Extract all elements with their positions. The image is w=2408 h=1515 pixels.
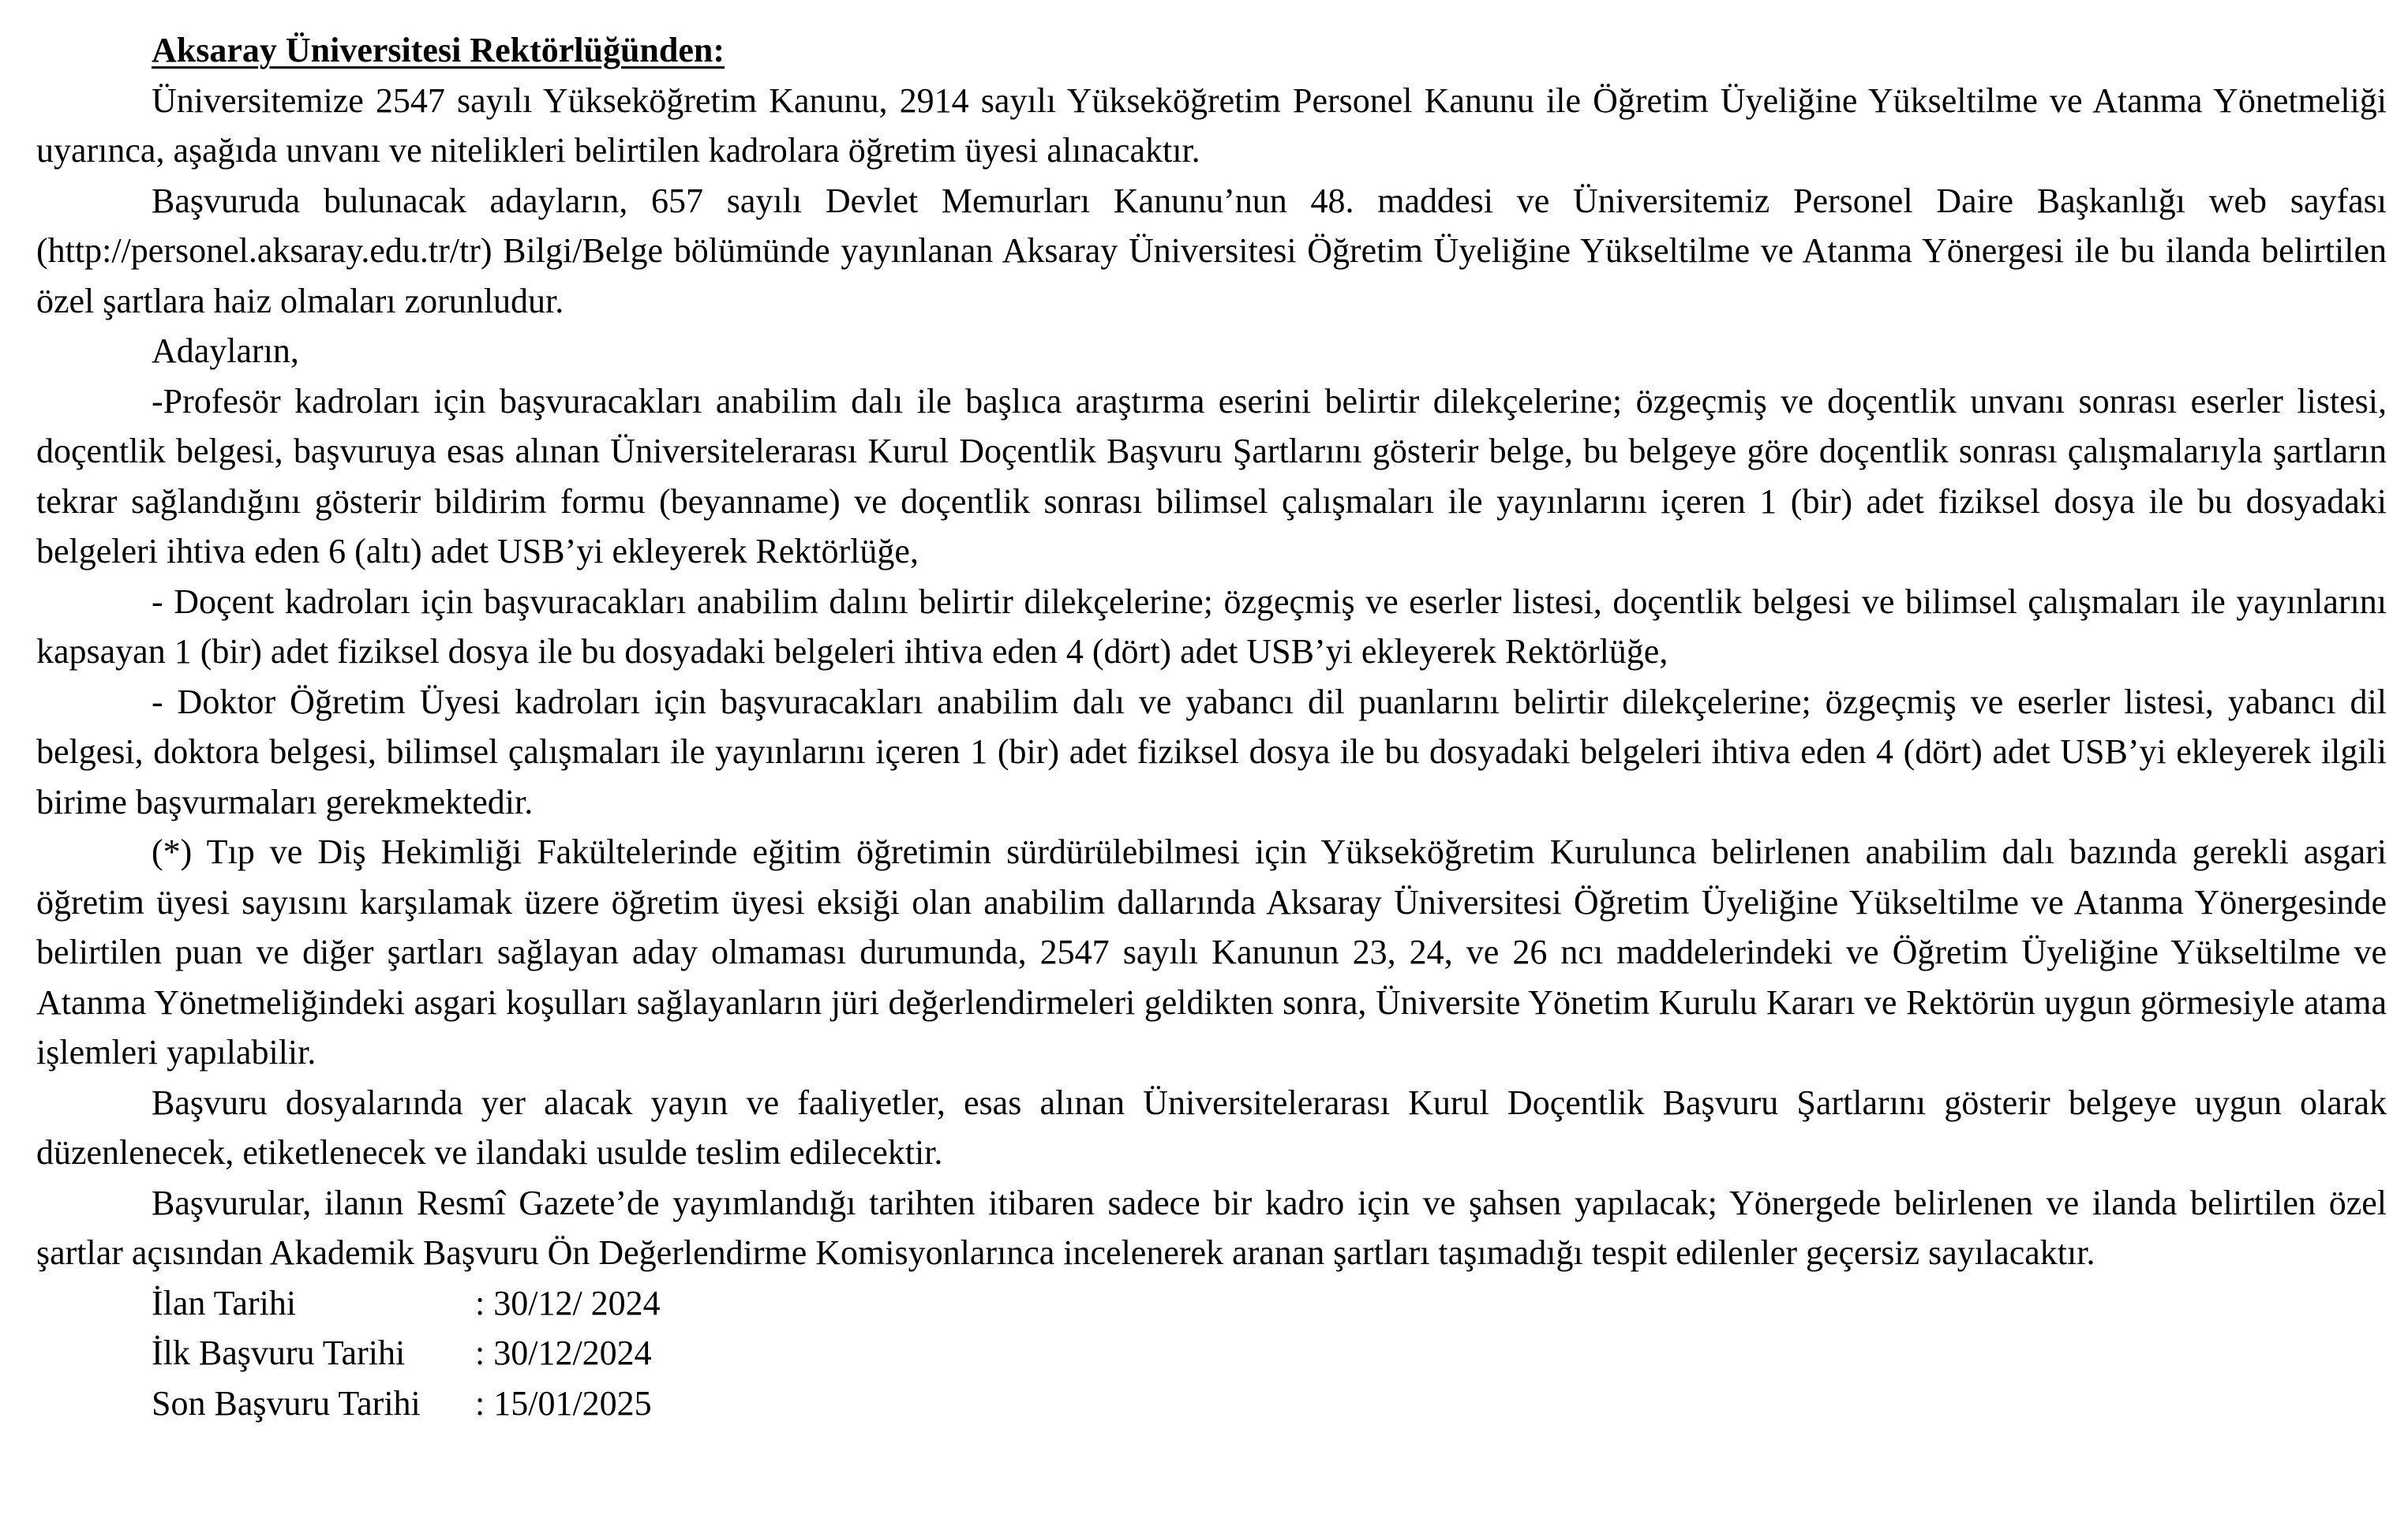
date-row-announcement — [152, 1278, 2387, 1329]
date-value: : 30/12/ 2024 — [475, 1283, 661, 1322]
paragraph-medicine-note: (*) Tıp ve Diş Hekimliği Fakültelerinde eğitim öğretimin sürdürülebilmesi için Yükseköğretim Kurulunca belirlenen anabilim dalı bazında gerekli asgari öğretim üyesi sayısını karşılamak üzere öğretim üyesi eksiği olan anabilim dallarında Aksaray Üniversitesi Öğretim Üyeliğine Yükseltilme ve Atanma Yönergesinde belirtilen puan ve diğer şartları sağlayan aday olmaması durumunda, 2547 sayılı Kanunun 23, 24, ve 26 ncı maddelerindeki ve Öğretim Üyeliğine Yükseltilme ve Atanma Yönetmeliğindeki asgari koşulları sağlayanların jüri değerlendirmeleri geldikten sonra, Üniversite Yönetim Kurulu Kararı ve Rektörün uygun görmesiyle atama işlemleri yapılabilir. — [36, 832, 2387, 1072]
date-value: : 15/01/2025 — [475, 1383, 652, 1423]
paragraph-professor: -Profesör kadroları için başvuracakları anabilim dalı ile başlıca araştırma eserini belirtir dilekçelerine; özgeçmiş ve doçentlik unvanı sonrası eserler listesi, doçentlik belgesi, başvuruya esas alınan Üniversitelerarası Kurul Doçentlik Başvuru Şartlarını gösterir belge, bu belgeye göre doçentlik sonrası çalışmalarıyla şartların tekrar sağlandığını gösterir bildirim formu (beyanname) ve doçentlik sonrası bilimsel çalışmaları ile yayınlarını içeren 1 (bir) adet fiziksel dosya ile bu dosyadaki belgeleri ihtiva eden 6 (altı) adet USB’yi ekleyerek Rektörlüğe, — [36, 381, 2387, 570]
dates-block — [36, 1278, 2387, 1429]
paragraph-intro: Üniversitemize 2547 sayılı Yükseköğretim Kanunu, 2914 sayılı Yükseköğretim Personel Kanunu ile Öğretim Üyeliğine Yükseltilme ve Atanma Yönetmeliği uyarınca, aşağıda unvanı ve nitelikleri belirtilen kadrolara öğretim üyesi alınacaktır. — [36, 80, 2387, 170]
paragraph-application-rules: Başvurular, ilanın Resmî Gazete’de yayımlandığı tarihten itibaren sadece bir kadro için ve şahsen yapılacak; Yönergede belirlenen ve ilanda belirtilen özel şartlar açısından Akademik Başvuru Ön Değerlendirme Komisyonlarınca incelenerek aranan şartları taşımadığı tespit edilenler geçersiz sayılacaktır. — [36, 1183, 2387, 1272]
date-row-first-application — [152, 1328, 2387, 1378]
date-label: İlan Tarihi — [152, 1283, 297, 1322]
date-label: İlk Başvuru Tarihi — [152, 1334, 406, 1372]
announcement-document — [36, 25, 2387, 1428]
paragraph-assistant-professor: - Doktor Öğretim Üyesi kadroları için başvuracakları anabilim dalı ve yabancı dil puanlarını belirtir dilekçelerine; özgeçmiş ve eserler listesi, yabancı dil belgesi, doktora belgesi, bilimsel çalışmaları ile yayınlarını içeren 1 (bir) adet fiziksel dosya ile bu dosyadaki belgeleri ihtiva eden 4 (dört) adet USB’yi ekleyerek ilgili birime başvurmaları gerekmektedir. — [36, 682, 2387, 821]
document-heading: Aksaray Üniversitesi Rektörlüğünden: — [152, 31, 725, 69]
date-label: Son Başvuru Tarihi — [152, 1383, 421, 1423]
paragraph-application-files: Başvuru dosyalarında yer alacak yayın ve faaliyetler, esas alınan Üniversitelerarası Kurul Doçentlik Başvuru Şartlarını gösterir belgeye uygun olarak düzenlenecek, etiketlenecek ve ilandaki usulde teslim edilecektir. — [36, 1083, 2387, 1172]
date-value: : 30/12/2024 — [475, 1334, 652, 1372]
paragraph-candidates: Adayların, — [152, 331, 299, 370]
paragraph-associate-professor: - Doçent kadroları için başvuracakları anabilim dalını belirtir dilekçelerine; özgeçmiş ve eserler listesi, doçentlik belgesi ve bilimsel çalışmaları ile yayınlarını kapsayan 1 (bir) adet fiziksel dosya ile bu dosyadaki belgeleri ihtiva eden 4 (dört) adet USB’yi ekleyerek Rektörlüğe, — [36, 582, 2387, 671]
date-row-last-application — [152, 1378, 2387, 1429]
paragraph-eligibility: Başvuruda bulunacak adayların, 657 sayılı Devlet Memurları Kanunu’nun 48. maddesi ve Üniversitemiz Personel Daire Başkanlığı web sayfası (http://personel.aksaray.edu.tr/tr) Bilgi/Belge bölümünde yayınlanan Aksaray Üniversitesi Öğretim Üyeliğine Yükseltilme ve Atanma Yönergesi ile bu ilanda belirtilen özel şartlara haiz olmaları zorunludur. — [36, 181, 2387, 320]
